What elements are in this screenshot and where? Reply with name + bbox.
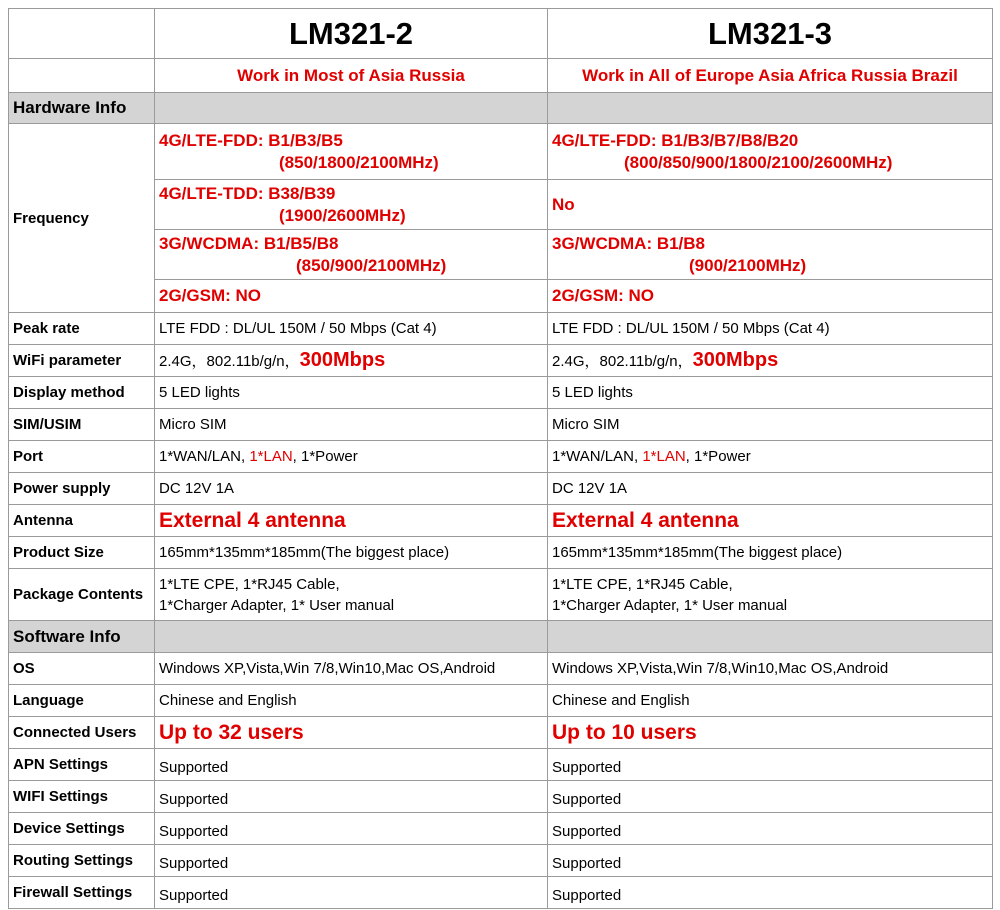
section-title: Hardware Info [9, 93, 155, 124]
routing-settings-lm321-3: Supported [548, 845, 993, 877]
antenna-lm321-2: External 4 antenna [155, 505, 548, 537]
row-label-frequency: Frequency [9, 124, 155, 313]
os-lm321-2: Windows XP,Vista,Win 7/8,Win10,Mac OS,Android [155, 653, 548, 685]
size-row [9, 537, 993, 569]
spec-table [8, 8, 993, 909]
freq-fdd-lm321-2: 4G/LTE-FDD: B1/B3/B5 (850/1800/2100MHz) [155, 124, 548, 180]
display-lm321-3: 5 LED lights [548, 377, 993, 409]
region-lm321-3: Work in All of Europe Asia Africa Russia Brazil [548, 59, 993, 93]
row-label: APN Settings [9, 749, 155, 781]
users-row [9, 717, 993, 749]
sim-row [9, 409, 993, 441]
row-label: Firewall Settings [9, 877, 155, 909]
freq-wcdma-lm321-2: 3G/WCDMA: B1/B5/B8 (850/900/2100MHz) [155, 230, 548, 280]
port-row [9, 441, 993, 473]
row-label: Display method [9, 377, 155, 409]
region-row [9, 59, 993, 93]
row-label: OS [9, 653, 155, 685]
row-label: Connected Users [9, 717, 155, 749]
users-lm321-2: Up to 32 users [155, 717, 548, 749]
firewall-settings-row [9, 877, 993, 909]
port-lm321-2: 1*WAN/LAN, 1*LAN, 1*Power [155, 441, 548, 473]
section-title: Software Info [9, 621, 155, 653]
antenna-row [9, 505, 993, 537]
os-lm321-3: Windows XP,Vista,Win 7/8,Win10,Mac OS,Android [548, 653, 993, 685]
apn-lm321-2: Supported [155, 749, 548, 781]
section-software [9, 621, 993, 653]
firewall-settings-lm321-2: Supported [155, 877, 548, 909]
frequency-tdd-row [9, 180, 993, 230]
power-lm321-3: DC 12V 1A [548, 473, 993, 505]
row-label: Routing Settings [9, 845, 155, 877]
size-lm321-3: 165mm*135mm*185mm(The biggest place) [548, 537, 993, 569]
wifi-settings-row [9, 781, 993, 813]
wifi-lm321-2: 2.4G，802.11b/g/n，300Mbps [155, 345, 548, 377]
row-label: Package Contents [9, 569, 155, 621]
freq-gsm-lm321-2: 2G/GSM: NO [155, 280, 548, 313]
peak-rate-lm321-3: LTE FDD : DL/UL 150M / 50 Mbps (Cat 4) [548, 313, 993, 345]
freq-tdd-lm321-2: 4G/LTE-TDD: B38/B39 (1900/2600MHz) [155, 180, 548, 230]
routing-settings-row [9, 845, 993, 877]
row-label: Port [9, 441, 155, 473]
routing-settings-lm321-2: Supported [155, 845, 548, 877]
freq-gsm-lm321-3: 2G/GSM: NO [548, 280, 993, 313]
wifi-settings-lm321-3: Supported [548, 781, 993, 813]
row-label: Power supply [9, 473, 155, 505]
language-lm321-2: Chinese and English [155, 685, 548, 717]
frequency-wcdma-row [9, 230, 993, 280]
antenna-lm321-3: External 4 antenna [548, 505, 993, 537]
frequency-gsm-row [9, 280, 993, 313]
freq-tdd-lm321-3: No [548, 180, 993, 230]
row-label: WiFi parameter [9, 345, 155, 377]
sim-lm321-2: Micro SIM [155, 409, 548, 441]
apn-row [9, 749, 993, 781]
language-row [9, 685, 993, 717]
display-lm321-2: 5 LED lights [155, 377, 548, 409]
size-lm321-2: 165mm*135mm*185mm(The biggest place) [155, 537, 548, 569]
frequency-fdd-row [9, 124, 993, 180]
row-label: Device Settings [9, 813, 155, 845]
device-settings-lm321-3: Supported [548, 813, 993, 845]
apn-lm321-3: Supported [548, 749, 993, 781]
corner-cell [9, 9, 155, 59]
model-row [9, 9, 993, 59]
device-settings-lm321-2: Supported [155, 813, 548, 845]
package-row [9, 569, 993, 621]
region-lm321-2: Work in Most of Asia Russia [155, 59, 548, 93]
os-row [9, 653, 993, 685]
firewall-settings-lm321-3: Supported [548, 877, 993, 909]
peak-rate-row [9, 313, 993, 345]
peak-rate-lm321-2: LTE FDD : DL/UL 150M / 50 Mbps (Cat 4) [155, 313, 548, 345]
row-label: Language [9, 685, 155, 717]
model-lm321-2: LM321-2 [155, 9, 548, 59]
package-lm321-2: 1*LTE CPE, 1*RJ45 Cable, 1*Charger Adapter, 1* User manual [155, 569, 548, 621]
wifi-row [9, 345, 993, 377]
row-label: SIM/USIM [9, 409, 155, 441]
device-settings-row [9, 813, 993, 845]
power-lm321-2: DC 12V 1A [155, 473, 548, 505]
freq-fdd-lm321-3: 4G/LTE-FDD: B1/B3/B7/B8/B20 (800/850/900/1800/2100/2600MHz) [548, 124, 993, 180]
users-lm321-3: Up to 10 users [548, 717, 993, 749]
model-lm321-3: LM321-3 [548, 9, 993, 59]
display-row [9, 377, 993, 409]
row-label: WIFI Settings [9, 781, 155, 813]
sim-lm321-3: Micro SIM [548, 409, 993, 441]
row-label: Product Size [9, 537, 155, 569]
section-hardware [9, 93, 993, 124]
wifi-settings-lm321-2: Supported [155, 781, 548, 813]
wifi-lm321-3: 2.4G，802.11b/g/n，300Mbps [548, 345, 993, 377]
row-label: Peak rate [9, 313, 155, 345]
port-lm321-3: 1*WAN/LAN, 1*LAN, 1*Power [548, 441, 993, 473]
row-label: Antenna [9, 505, 155, 537]
power-row [9, 473, 993, 505]
language-lm321-3: Chinese and English [548, 685, 993, 717]
freq-wcdma-lm321-3: 3G/WCDMA: B1/B8 (900/2100MHz) [548, 230, 993, 280]
package-lm321-3: 1*LTE CPE, 1*RJ45 Cable, 1*Charger Adapter, 1* User manual [548, 569, 993, 621]
